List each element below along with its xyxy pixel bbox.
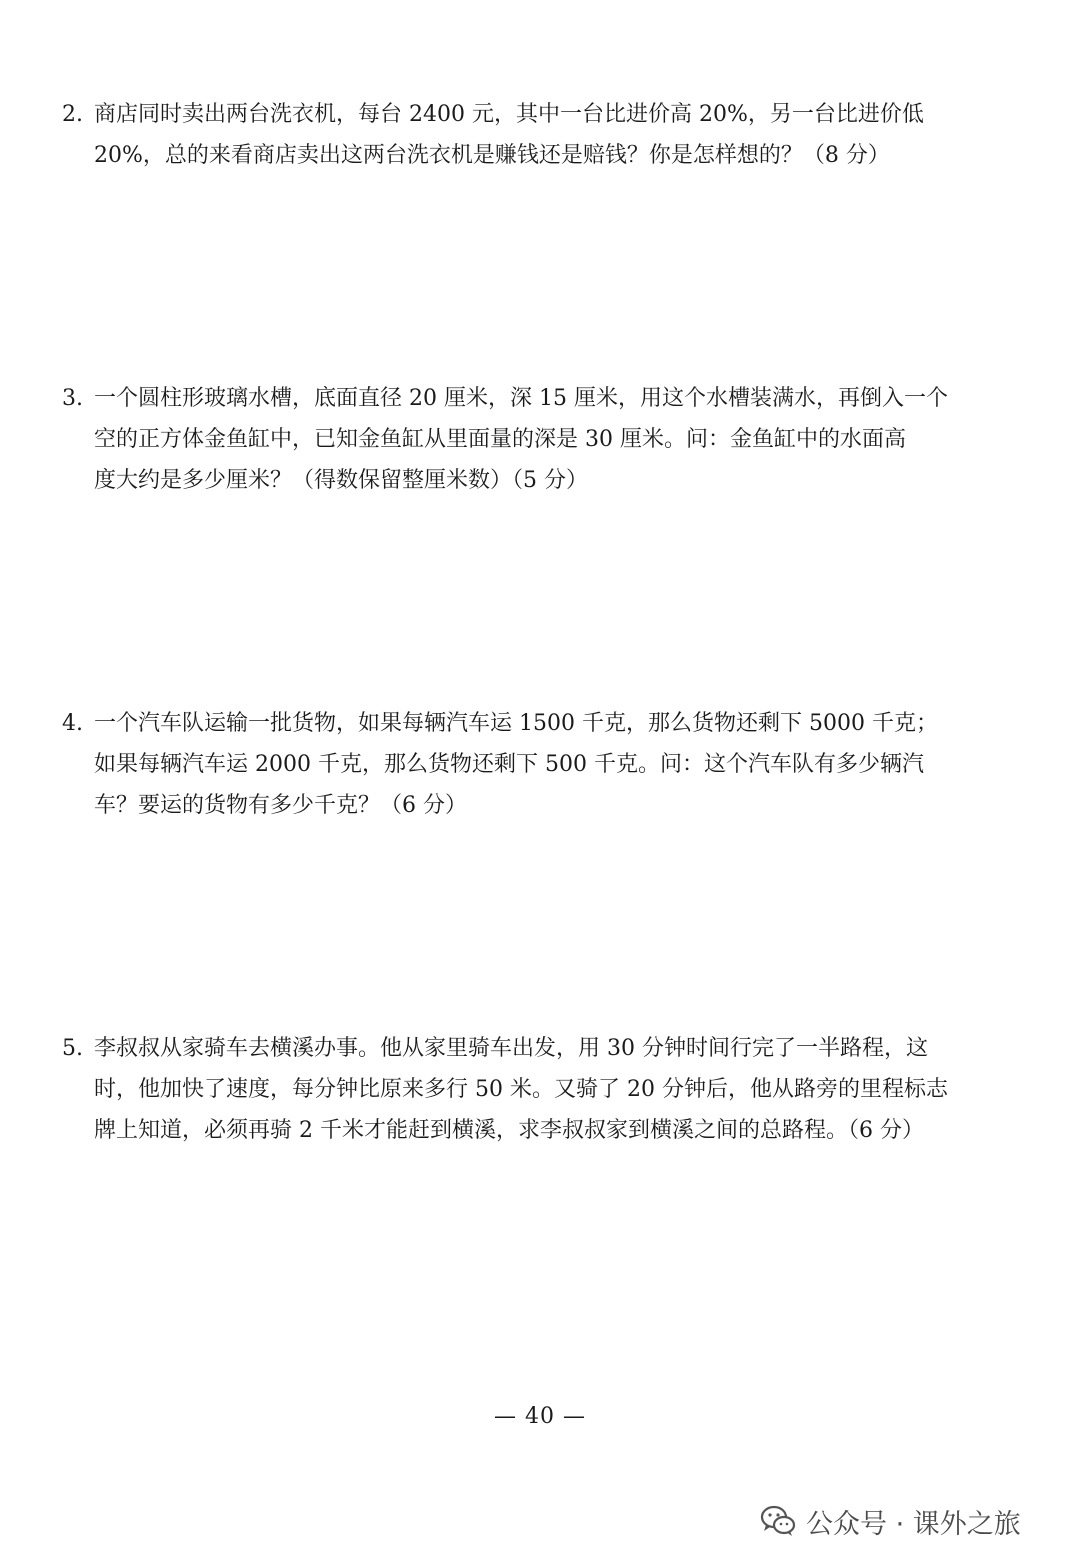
question-line — [62, 135, 912, 176]
question-text: 车？要运的货物有多少千克？（6 分） — [94, 793, 467, 818]
question-line — [62, 703, 938, 744]
question-3 — [62, 378, 948, 501]
question-text: 李叔叔从家骑车去横溪办事。他从家里骑车出发，用 30 分钟时间行完了一半路程，这 — [94, 1036, 928, 1061]
wechat-icon — [760, 1505, 796, 1537]
question-line — [62, 1028, 928, 1069]
question-5 — [62, 1028, 948, 1151]
question-2 — [62, 94, 924, 176]
question-text: 一个圆柱形玻璃水槽，底面直径 20 厘米，深 15 厘米，用这个水槽装满水，再倒入一个 — [94, 386, 948, 411]
question-text: 空的正方体金鱼缸中，已知金鱼缸从里面量的深是 30 厘米。问：金鱼缸中的水面高 — [94, 427, 906, 452]
question-text: 20%，总的来看商店卖出这两台洗衣机是赚钱还是赔钱？你是怎样想的？（8 分） — [94, 143, 890, 168]
question-line — [62, 419, 912, 460]
watermark-text: 公众号 · 课外之旅 — [806, 1508, 1021, 1540]
question-line — [62, 1110, 924, 1151]
question-line — [62, 378, 948, 419]
question-line — [62, 785, 912, 826]
question-text: 商店同时卖出两台洗衣机，每台 2400 元，其中一台比进价高 20%，另一台比进价低 — [94, 102, 924, 127]
question-line — [62, 1069, 948, 1110]
page-number: — 40 — — [494, 1404, 586, 1429]
question-number: 2. — [62, 102, 83, 127]
question-text: 时，他加快了速度，每分钟比原来多行 50 米。又骑了 20 分钟后，他从路旁的里程标志 — [94, 1077, 948, 1102]
question-number: 4. — [62, 711, 83, 736]
question-line — [62, 744, 924, 785]
question-number: 3. — [62, 386, 83, 411]
question-4 — [62, 703, 938, 826]
question-line — [62, 460, 912, 501]
question-text: 如果每辆汽车运 2000 千克，那么货物还剩下 500 千克。问：这个汽车队有多少辆汽 — [94, 752, 924, 777]
question-text: 度大约是多少厘米？（得数保留整厘米数）（5 分） — [94, 468, 588, 493]
watermark — [760, 1499, 1021, 1543]
question-text: 牌上知道，必须再骑 2 千米才能赶到横溪，求李叔叔家到横溪之间的总路程。（6 分） — [94, 1118, 924, 1143]
question-text: 一个汽车队运输一批货物，如果每辆汽车运 1500 千克，那么货物还剩下 5000 千克； — [94, 711, 938, 736]
question-number: 5. — [62, 1036, 83, 1061]
question-line — [62, 94, 924, 135]
